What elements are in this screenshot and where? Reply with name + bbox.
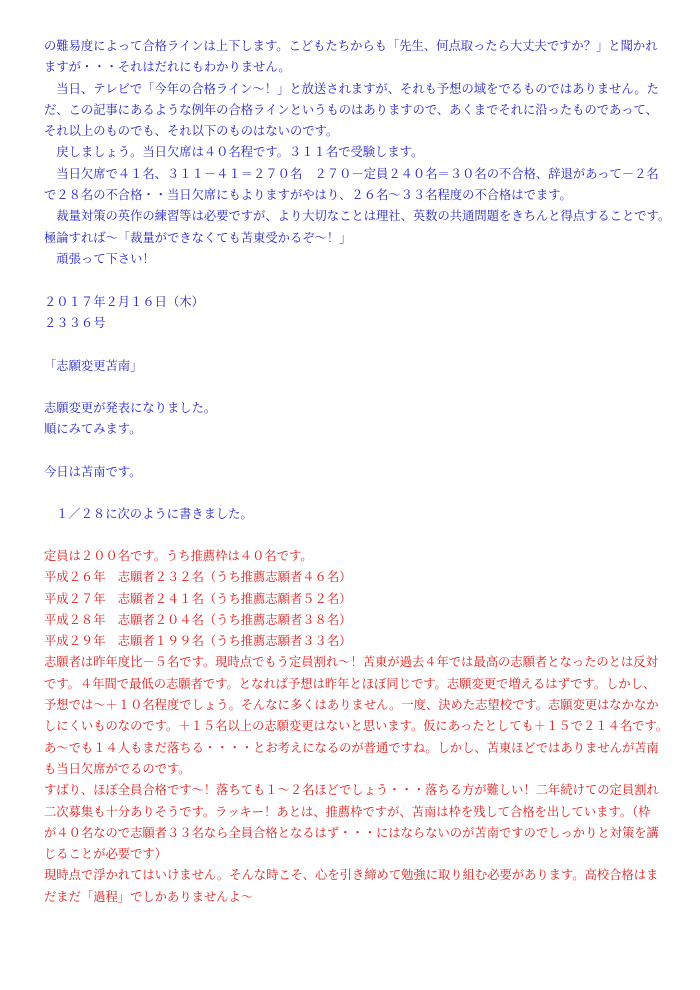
lead-line: 志願変更が発表になりました。 [44, 401, 217, 415]
intro-line: の難易度によって合格ラインは上下します。こどもたちからも「先生、何点取ったら大丈夫ですか？」と聞かれ [44, 39, 658, 53]
intro-line: ますが・・・それはだれにもわかりません。 [44, 60, 291, 75]
post-header [44, 292, 672, 335]
quoted-line: が４０名なので志願者３３名なら全員合格となるはず・・・にはならないのが苫南ですのでしっかりと対策を講 [44, 825, 659, 840]
intro-line: 当日欠席で４１名、３１１－４１＝２７０名 ２７０－定員２４０名＝３０名の不合格、辞退があって－２名 [44, 166, 659, 181]
quoted-line: です。４年間で最低の志願者です。となれば予想は昨年とほぼ同じです。志願変更で増えるはずです。しかし、 [44, 676, 656, 691]
quoted-line: だまだ「過程」でしかありませんよ～ [44, 889, 254, 904]
quoted-section [44, 546, 672, 908]
post-title-block [44, 356, 672, 377]
quoted-line: 二次募集も十分ありそうです。ラッキー！あとは、推薦枠ですが、苫南は枠を残して合格を出しています。（枠 [44, 804, 651, 819]
quoted-line: 現時点で浮かれてはいけません。そんな時こそ、心を引き締めて勉強に取り組む必要があります。高校合格はま [44, 868, 659, 883]
quoted-line: しにくいものなのです。＋１５名以上の志願変更はないと思います。仮にあったとしても＋１５で２１４名です。 [44, 719, 669, 734]
quoted-line: あ～でも１４人もまだ落ちる・・・・とお考えになるのが普通ですね。しかし、苫東ほどではありませんが苫南 [44, 740, 659, 755]
intro-line: 戻しましょう。当日欠席は４０名程です。３１１名で受験します。 [44, 145, 424, 160]
intro-line: だ、この記事にあるような例年の合格ラインというものはありますので、あくまでそれに沿ったものであって、 [44, 102, 658, 117]
quote-intro-block [44, 504, 672, 525]
intro-line: 裁量対策の英作の練習等は必要ですが、より大切なことは理社、英数の共通問題をきちんと得点することです。 [44, 209, 671, 224]
quote-intro: １／２８に次のように書きました。 [56, 507, 253, 521]
today-block [44, 462, 672, 483]
post-lead [44, 398, 672, 441]
intro-line: 頑張って下さい！ [44, 251, 155, 266]
quoted-line: 平成２７年 志願者２４１名（うち推薦志願者５２名） [44, 591, 352, 606]
intro-line: 極論すれば～「裁量ができなくても苫東受かるぞ～！」 [44, 230, 352, 245]
intro-line: で２８名の不合格・・当日欠席にもよりますがやはり、２６名～３３名程度の不合格はでます。 [44, 188, 572, 203]
quoted-line: 平成２６年 志願者２３２名（うち推薦志願者４６名） [44, 570, 352, 585]
post-number: ２３３６号 [44, 316, 106, 331]
today-line: 今日は苫南です。 [44, 465, 142, 479]
post-title: 「志願変更苫南」 [44, 359, 143, 373]
quoted-line: 予想では～＋１０名程度でしょう。そんなに多くはありません。一度、決めた志望校です。志願変更はなかなか [44, 698, 659, 713]
intro-line: それ以上のものでも、それ以下のものはないのです。 [44, 124, 339, 139]
intro-section [44, 36, 672, 270]
lead-line: 順にみてみます。 [44, 422, 142, 437]
quoted-line: 定員は２００名です。うち推薦枠は４０名です。 [44, 549, 313, 563]
quoted-line: 志願者は昨年度比－５名です。現時点でもう定員割れ～！苫東が過去４年では最高の志願者となったのとは反対 [44, 655, 658, 670]
quoted-line: じることが必要です） [44, 847, 167, 862]
quoted-line: 平成２８年 志願者２０４名（うち推薦志願者３８名） [44, 612, 352, 627]
post-date: ２０１７年２月１６日（木） [44, 295, 204, 309]
quoted-line: も当日欠席がでるのです。 [44, 761, 191, 776]
intro-line: 当日、テレビで「今年の合格ライン～！」と放送されますが、それも予想の域をでるものではありません。た [44, 81, 659, 96]
quoted-line: すばり、ほぼ全員合格です～！落ちても１～２名ほどでしょう・・・落ちる方が難しい！二年続けての定員割れ [44, 783, 659, 798]
quoted-line: 平成２９年 志願者１９９名（うち推薦志願者３３名） [44, 634, 352, 649]
